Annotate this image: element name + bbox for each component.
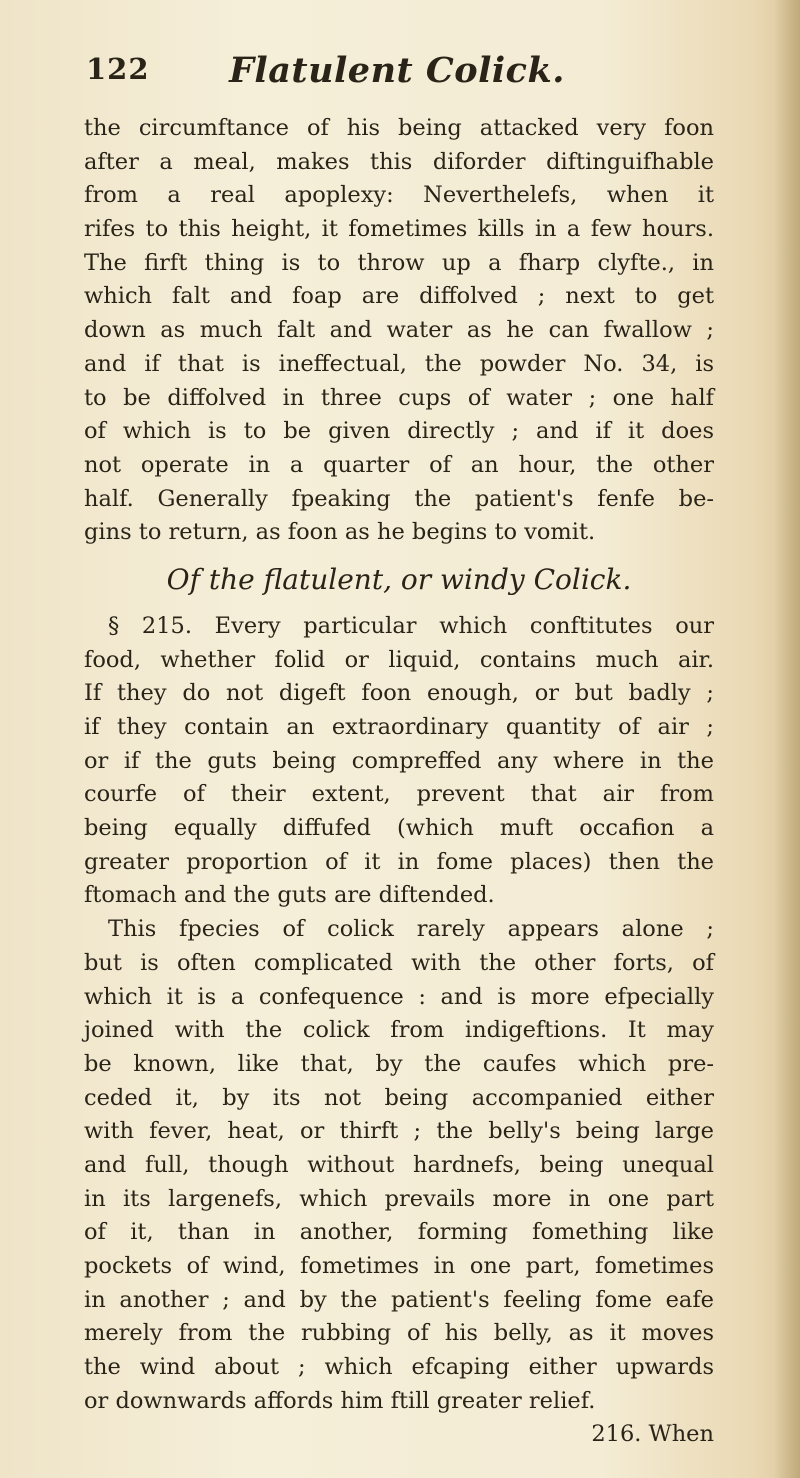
- text-line: but is often complicated with the other forts, of: [84, 949, 714, 976]
- text-line: ceded it, by its not being accompanied either: [84, 1084, 714, 1111]
- running-title: Flatulent Colick.: [229, 50, 565, 91]
- paragraph-2: [84, 610, 714, 913]
- text-line: ftomach and the guts are diftended.: [84, 882, 495, 909]
- catchword: 216. When: [591, 1421, 714, 1448]
- text-line: be known, like that, by the caufes which pre-: [84, 1050, 714, 1077]
- text-line: greater proportion of it in fome places) then the: [84, 848, 714, 875]
- text-line: § 215. Every particular which conftitutes our: [108, 612, 714, 639]
- text-line: the circumftance of his being attacked very foon: [84, 115, 714, 141]
- text-line: This fpecies of colick rarely appears alone ;: [108, 916, 714, 943]
- text-line: of it, than in another, forming fomething like: [84, 1219, 714, 1246]
- text-line: after a meal, makes this diforder diftinguifhable: [84, 148, 714, 175]
- text-line: gins to return, as foon as he begins to vomit.: [84, 519, 596, 546]
- page-header: [86, 52, 708, 102]
- text-line: and if that is ineffectual, the powder No. 34, is: [84, 350, 714, 377]
- text-line: from a real apoplexy: Neverthelefs, when it: [84, 182, 714, 209]
- page-number: 122: [86, 52, 150, 86]
- text-line: being equally diffufed (which muft occafion a: [84, 815, 714, 842]
- text-line: courfe of their extent, prevent that air from: [84, 781, 714, 808]
- text-line: of which is to be given directly ; and if it does: [84, 418, 714, 445]
- text-line: which it is a confequence : and is more efpecially: [84, 983, 714, 1010]
- text-line: pockets of wind, fometimes in one part, fometimes: [84, 1253, 714, 1279]
- text-line: merely from the rubbing of his belly, as it moves: [84, 1320, 714, 1347]
- paragraph-1: [84, 112, 714, 550]
- text-line: If they do not digeft foon enough, or but badly ;: [84, 680, 714, 707]
- text-line: in its largenefs, which prevails more in one part: [84, 1185, 714, 1212]
- text-line: half. Generally fpeaking the patient's fenfe be-: [84, 485, 714, 512]
- page-edge-shadow: [774, 0, 800, 1478]
- text-line: down as much falt and water as he can fwallow ;: [84, 317, 714, 344]
- text-line: rifes to this height, it fometimes kills in a few hours.: [84, 216, 714, 243]
- text-line: or downwards affords him ftill greater relief.: [84, 1387, 596, 1414]
- text-line: in another ; and by the patient's feeling fome eafe: [84, 1286, 714, 1313]
- paragraph-3: [84, 913, 714, 1418]
- text-line: The firft thing is to throw up a fharp clyfte., in: [84, 249, 714, 276]
- text-line: which falt and foap are diffolved ; next to get: [84, 283, 714, 310]
- text-line: and full, though without hardnefs, being unequal: [84, 1151, 714, 1178]
- text-line: food, whether folid or liquid, contains much air.: [84, 646, 714, 673]
- text-line: not operate in a quarter of an hour, the other: [84, 451, 714, 478]
- text-line: joined with the colick from indigeftions. It may: [84, 1017, 714, 1044]
- text-line: the wind about ; which efcaping either upwards: [84, 1354, 714, 1381]
- text-line: if they contain an extraordinary quantity of air ;: [84, 714, 714, 740]
- text-line: to be diffolved in three cups of water ; one half: [84, 384, 714, 411]
- text-line: with fever, heat, or thirft ; the belly's being large: [84, 1118, 714, 1145]
- body-text: [84, 112, 714, 1452]
- section-heading: Of the flatulent, or windy Colick.: [166, 562, 632, 596]
- text-line: or if the guts being compreffed any where in the: [84, 747, 714, 774]
